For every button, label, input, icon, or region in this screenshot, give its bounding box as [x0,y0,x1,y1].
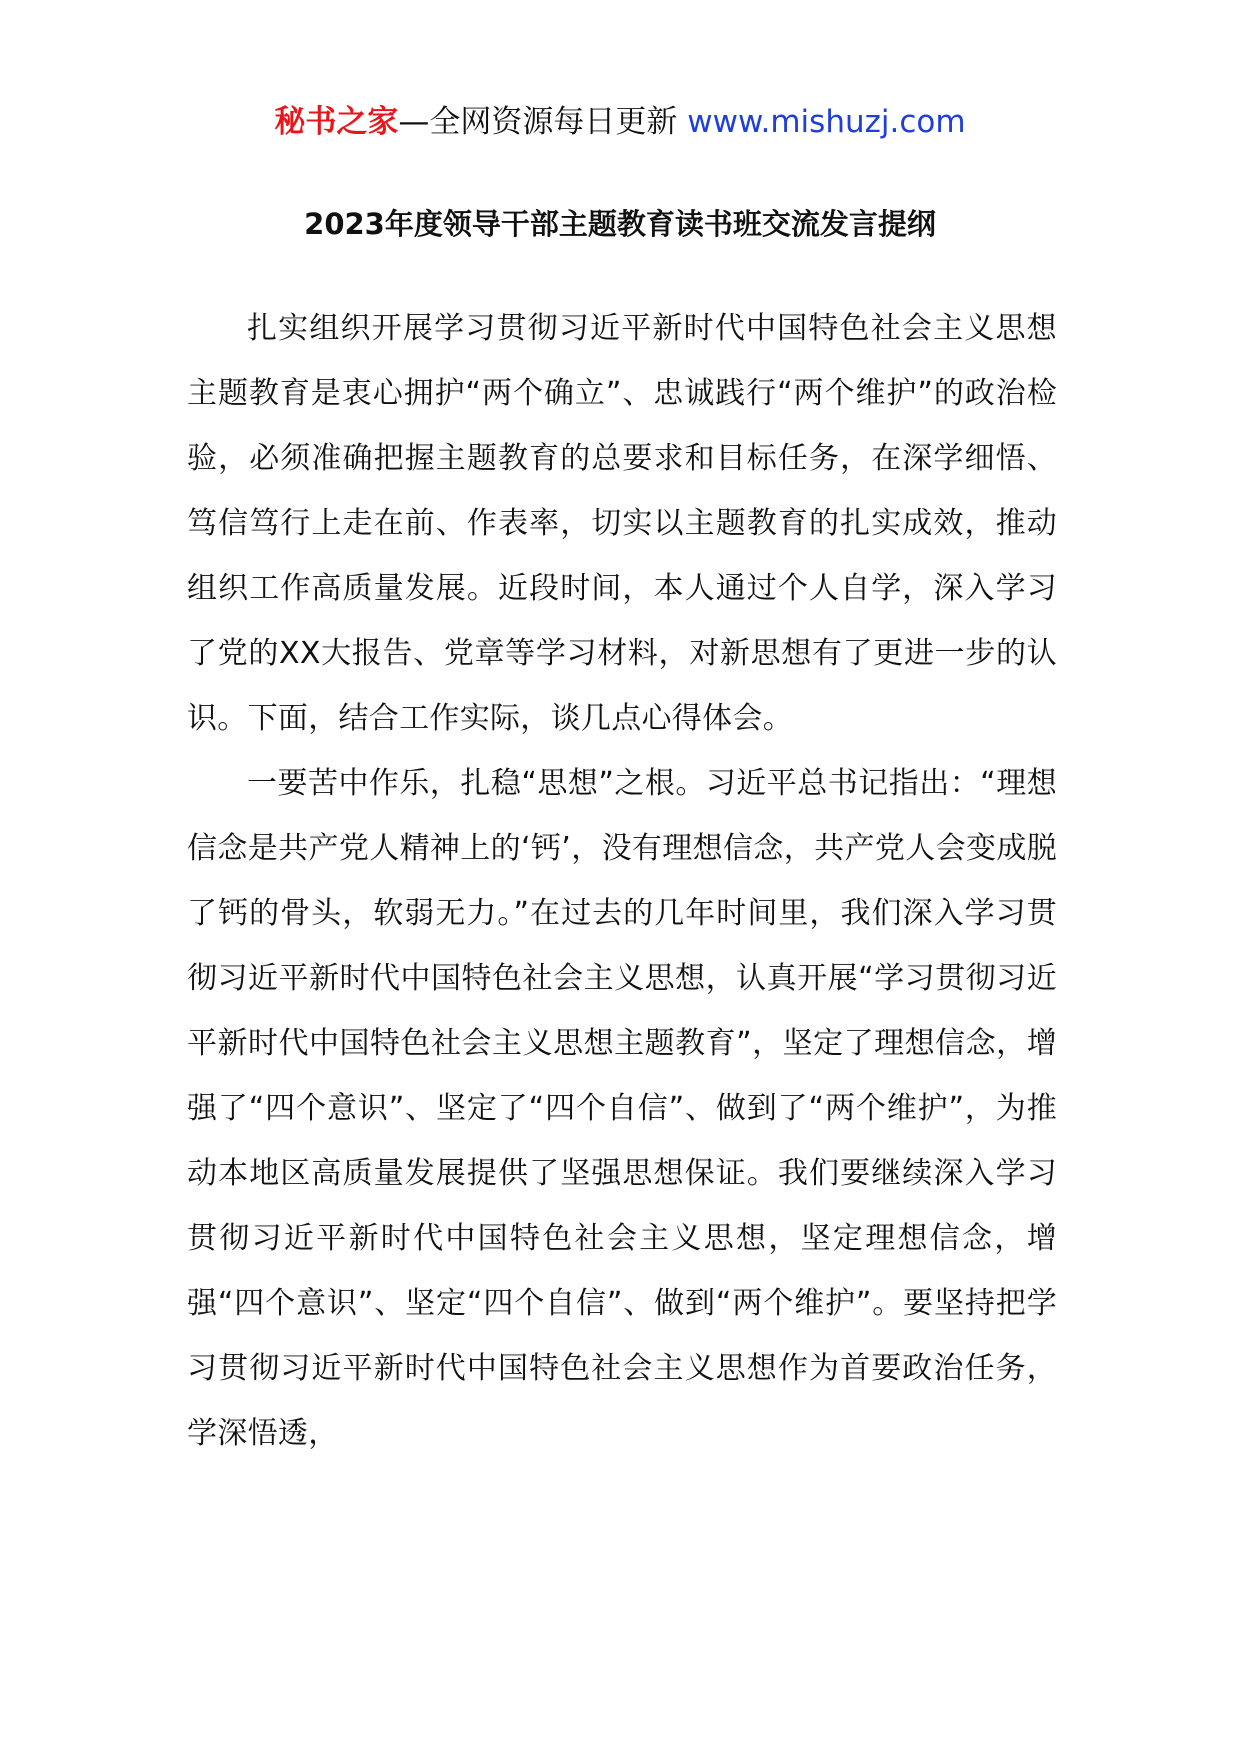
document-title: 2023年度领导干部主题教育读书班交流发言提纲 [304,207,936,241]
paragraph: 一要苦中作乐，扎稳“思想”之根。习近平总书记指出：“理想信念是共产党人精神上的‘钙’，没有理想信念，共产党人会变成脱了钙的骨头，软弱无力。”在过去的几年时间里，我们深入学习贯彻习近平新时代中国特色社会主义思想，认真开展“学习贯彻习近平新时代中国特色社会主义思想主题教育”，坚定了理想信念，增强了“四个意识”、坚定了“四个自信”、做到了“两个维护”，为推动本地区高质量发展提供了坚强思想保证。我们要继续深入学习贯彻习近平新时代中国特色社会主义思想，坚定理想信念，增强“四个意识”、坚定“四个自信”、做到“两个维护”。要坚持把学习贯彻习近平新时代中国特色社会主义思想作为首要政治任务，学深悟透， [187,766,1057,1451]
document-body [187,296,1057,1466]
header-slogan: —全网资源每日更新 [398,104,688,140]
paragraph: 扎实组织开展学习贯彻习近平新时代中国特色社会主义思想主题教育是衷心拥护“两个确立”、忠诚践行“两个维护”的政治检验，必须准确把握主题教育的总要求和目标任务，在深学细悟、笃信笃行上走在前、作表率，切实以主题教育的扎实成效，推动组织工作高质量发展。近段时间，本人通过个人自学，深入学习了党的XX大报告、党章等学习材料，对新思想有了更进一步的认识。下面，结合工作实际，谈几点心得体会。 [187,311,1057,736]
brand-name: 秘书之家 [274,104,399,140]
site-header [0,100,1240,144]
site-url[interactable]: www.mishuzj.com [687,104,966,140]
